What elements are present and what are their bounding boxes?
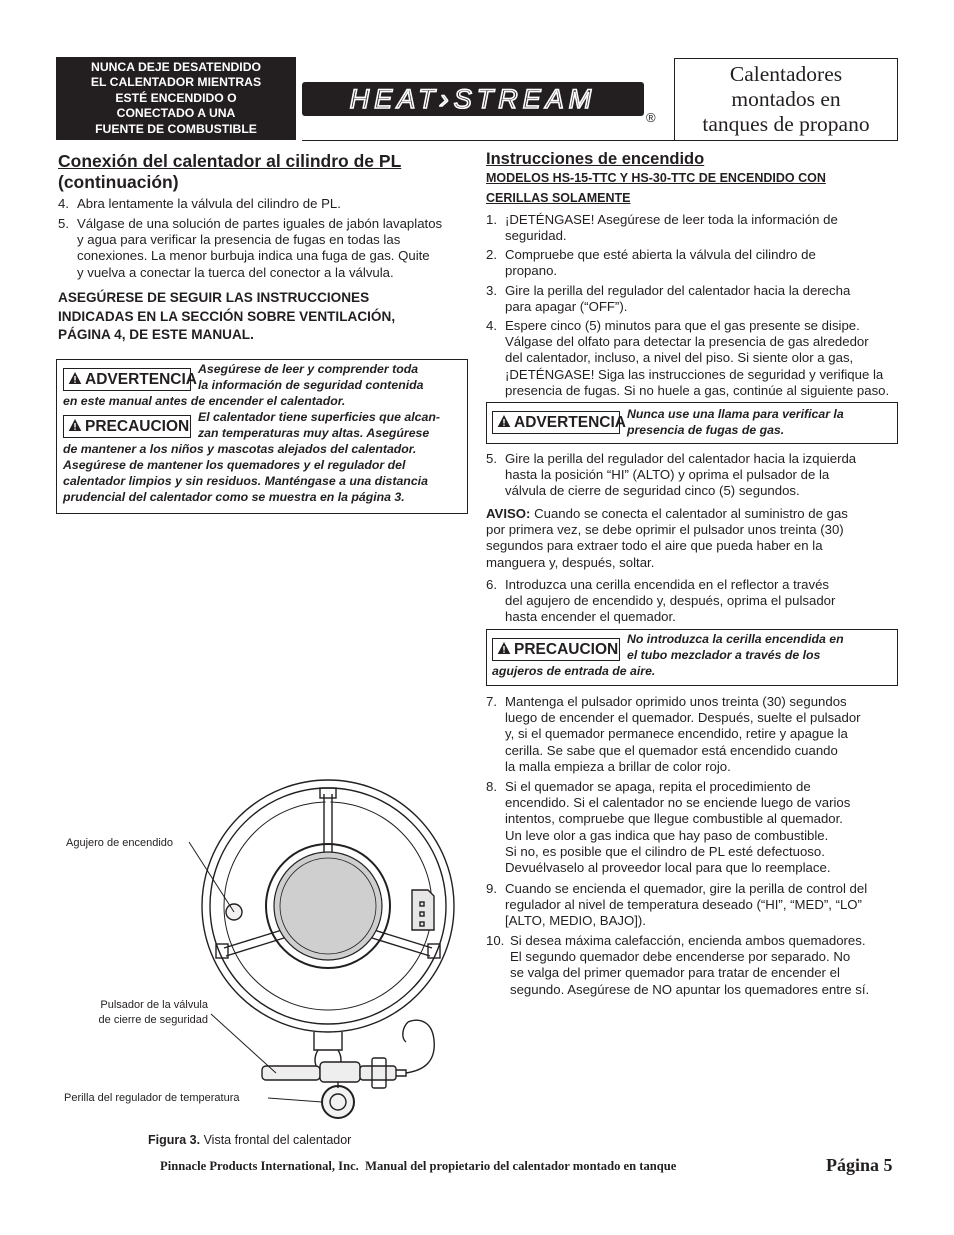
step-text-line: encendido. Si el calentador no se enciende luego de varios [505, 795, 851, 811]
precaucion-badge [492, 638, 620, 661]
advertencia-label: ADVERTENCIA [514, 414, 626, 431]
step-text-line: Introduzca una cerilla encendida en el reflector a través [505, 577, 830, 592]
step-text-line: y agua para verificar la presencia de fugas en todas las [77, 232, 401, 248]
label-push-button [56, 998, 208, 1028]
unattended-warning-box [56, 57, 296, 140]
aviso-label: AVISO: [486, 506, 531, 521]
step-text-line: propano. [505, 263, 558, 279]
footer-text: Pinnacle Products International, Inc. Manual del propietario del calentador montado en tanque [160, 1159, 677, 1173]
label-line: Pulsador de la válvula [100, 999, 208, 1011]
step-text-line: la malla empieza a brillar de color rojo. [505, 758, 731, 774]
step-number: 4. [486, 318, 497, 333]
step-number: 4. [58, 196, 69, 211]
heading-line: (continuación) [58, 172, 179, 192]
caution-line: zan temperaturas muy altas. Asegúrese [198, 426, 430, 440]
figure-number: Figura 3. [148, 1133, 201, 1147]
step-text-line: para apagar (“OFF”). [505, 299, 628, 315]
step-text-line: Espere cinco (5) minutos para que el gas presente se disipe. [505, 318, 860, 333]
step-number: 10. [486, 933, 505, 948]
warning-line: FUENTE DE COMBUSTIBLE [95, 121, 257, 136]
aviso-line: segundos para extraer todo el aire que pueda haber en la [486, 538, 823, 554]
caution-line: de mantener a los niños y mascotas alejados del calentador. [63, 442, 417, 456]
step-text-line: Un leve olor a gas indica que hay paso de combustible. [505, 827, 829, 843]
step-text-line: El segundo quemador debe encenderse por separado. No [510, 949, 851, 965]
precaucion-label: PRECAUCION [514, 641, 619, 658]
step-text-line: ¡DETÉNGASE! Siga las instrucciones de seguridad y verifique la [505, 366, 884, 382]
advertencia-label: ADVERTENCIA [85, 371, 197, 388]
label-regulator-knob: Perilla del regulador de temperatura [64, 1092, 240, 1104]
step-number: 1. [486, 212, 497, 227]
title-line: Calentadores [729, 62, 843, 86]
step-number: 2. [486, 247, 497, 262]
caution-line: Asegúrese de mantener los quemadores y el regulador del [63, 458, 406, 472]
safety-warning-box [56, 359, 468, 514]
step-text-line: hasta la posición “HI” (ALTO) y oprima el pulsador de la [505, 467, 830, 483]
step-text-line: Cuando se encienda el quemador, gire la perilla de control del [505, 881, 868, 896]
warning-line: CONECTADO A UNA [116, 106, 236, 121]
step-number: 8. [486, 779, 497, 794]
title-line: tanques de propano [702, 112, 870, 136]
caution-line: agujeros de entrada de aire. [492, 664, 656, 678]
step-text-line: ¡DETÉNGASE! Asegúrese de leer toda la información de [505, 212, 838, 227]
step-text-line: del calentador, incluso, a nivel del piso. Si siente olor a gas, [505, 350, 854, 366]
step-text-line: Válgase del olfato para detectar la presencia de gas alrededor [505, 334, 869, 350]
step-text-line: del agujero de encendido y, después, oprima el pulsador [505, 593, 836, 609]
label-line: de cierre de seguridad [98, 1014, 208, 1026]
note-line: INDICADAS EN LA SECCIÓN SOBRE VENTILACIÓN, [58, 308, 396, 324]
step-text-line: presencia de fugas. Si no huele a gas, continúe al siguiente paso. [505, 382, 890, 398]
warning-triangle-icon [497, 414, 511, 428]
page-number: Página 5 [826, 1155, 893, 1175]
step-number: 5. [58, 216, 69, 231]
ventilation-note [58, 289, 395, 345]
warning-triangle-icon [68, 418, 82, 432]
warning-line: presencia de fugas de gas. [627, 423, 785, 437]
warning-line: Asegúrese de leer y comprender toda [198, 362, 419, 376]
heading-line: Conexión del calentador al cilindro de PL [58, 151, 402, 171]
step-text-line: conexiones. La menor burbuja indica una fuga de gas. Quite [77, 248, 430, 264]
step-text-line: seguridad. [505, 228, 567, 244]
step-text-line: Válgase de una solución de partes iguales de jabón lavaplatos [77, 216, 443, 231]
step-text-line: Gire la perilla del regulador del calentador hacia la izquierda [505, 451, 857, 466]
step-number: 6. [486, 577, 497, 592]
logo-underline [302, 140, 674, 141]
step-number: 7. [486, 694, 497, 709]
step-text-line: segundo. Asegúrese de NO apuntar los quemadores entre sí. [510, 981, 870, 997]
caution-line: el tubo mezclador a través de los [627, 648, 821, 662]
aviso-line: Cuando se conecta el calentador al suministro de gas [530, 506, 848, 521]
step-text-line: se valga del primer quemador para tratar de encender el [510, 965, 840, 981]
note-line: PÁGINA 4, DE ESTE MANUAL. [58, 327, 254, 342]
precaucion-label: PRECAUCION [85, 418, 190, 435]
heater-front-view-figure [56, 770, 476, 1130]
step-text-line: hasta encender el quemador. [505, 609, 676, 625]
leader-line-ignition-hole [189, 842, 234, 912]
figure-caption [148, 1133, 351, 1147]
leader-line-regulator-knob [268, 1098, 322, 1102]
caution-line: No introduzca la cerilla encendida en [627, 632, 844, 646]
step-text-line: y, si el quemador permanece encendido, retire y apague la [505, 726, 848, 742]
registered-mark: ® [646, 110, 656, 125]
caution-line: prudencial del calentador como se muestra en la página 3. [63, 490, 405, 504]
title-line: montados en [731, 87, 841, 111]
warning-line: NUNCA DEJE DESATENDIDO [91, 59, 261, 74]
models-subheading [486, 168, 826, 208]
step-text: Abra lentamente la válvula del cilindro de PL. [77, 196, 341, 211]
step-text-line: intentos, compruebe que llegue combustible al quemador. [505, 811, 843, 827]
caution-line: calentador limpios y sin residuos. Manténgase a una distancia [63, 474, 428, 488]
step-text-line: luego de encender el quemador. Después, suelte el pulsador [505, 710, 861, 726]
lighting-instructions-heading: Instrucciones de encendido [486, 150, 705, 168]
step-text-line: cerilla. Se sabe que el quemador está encendido cuando [505, 742, 838, 758]
step-text-line: Si no, es posible que el cilindro de PL esté defectuoso. [505, 843, 825, 859]
document-title-box [674, 58, 898, 141]
step-number: 9. [486, 881, 497, 896]
step-number: 5. [486, 451, 497, 466]
warning-line: ESTÉ ENCENDIDO O [115, 90, 237, 105]
step-text-line: Gire la perilla del regulador del calentador hacia la derecha [505, 283, 851, 298]
aviso-line: por primera vez, se debe oprimir el pulsador unos treinta (30) [486, 522, 844, 538]
step-text-line: [ALTO, MEDIO, BAJO]). [505, 913, 646, 929]
step-text-line: y vuelva a conectar la tuerca del conector a la válvula. [77, 264, 394, 280]
flame-leak-warning-box [486, 402, 898, 444]
step-text-line: Si el quemador se apaga, repita el procedimiento de [505, 779, 811, 794]
figure-caption-text: Vista frontal del calentador [200, 1133, 352, 1147]
step-text-line: Mantenga el pulsador oprimido unos treinta (30) segundos [505, 694, 847, 709]
heatstream-logo [302, 82, 644, 116]
warning-line: EL CALENTADOR MIENTRAS [90, 75, 262, 90]
step-text-line: Compruebe que esté abierta la válvula del cilindro de [505, 247, 816, 262]
caution-line: El calentador tiene superficies que alcan- [198, 410, 440, 424]
label-ignition-hole: Agujero de encendido [66, 837, 174, 849]
note-line: ASEGÚRESE DE SEGUIR LAS INSTRUCCIONES [58, 290, 370, 305]
advertencia-badge [492, 411, 626, 434]
subheading-line: CERILLAS SOLAMENTE [486, 191, 631, 205]
step-text-line: Si desea máxima calefacción, encienda ambos quemadores. [510, 933, 866, 948]
leader-line-push-button [211, 1014, 276, 1073]
subheading-line: MODELOS HS-15-TTC Y HS-30-TTC DE ENCENDIDO CON [486, 171, 826, 185]
warning-triangle-icon [68, 371, 82, 385]
aviso-line: manguera y, después, soltar. [486, 554, 655, 570]
warning-line: en este manual antes de encender el calentador. [63, 394, 346, 408]
step-text-line: Devuélvaselo al proveedor local para que lo reemplace. [505, 860, 831, 876]
step-number: 3. [486, 283, 497, 298]
warning-triangle-icon [497, 641, 511, 655]
section-heading [58, 151, 401, 193]
warning-line: la información de seguridad contenida [198, 378, 424, 392]
advertencia-badge [63, 368, 197, 391]
aviso-note [486, 506, 848, 571]
list-item [58, 216, 468, 282]
precaucion-badge [63, 415, 191, 438]
warning-line: Nunca use una llama para verificar la [627, 407, 844, 421]
logo-text: HEAT›STREAM [349, 84, 597, 114]
step-text-line: válvula de cierre de seguridad cinco (5) segundos. [505, 483, 800, 499]
step-text-line: regulador al nivel de temperatura deseado (“HI”, “MED”, “LO” [505, 897, 862, 913]
match-caution-box [486, 629, 898, 686]
